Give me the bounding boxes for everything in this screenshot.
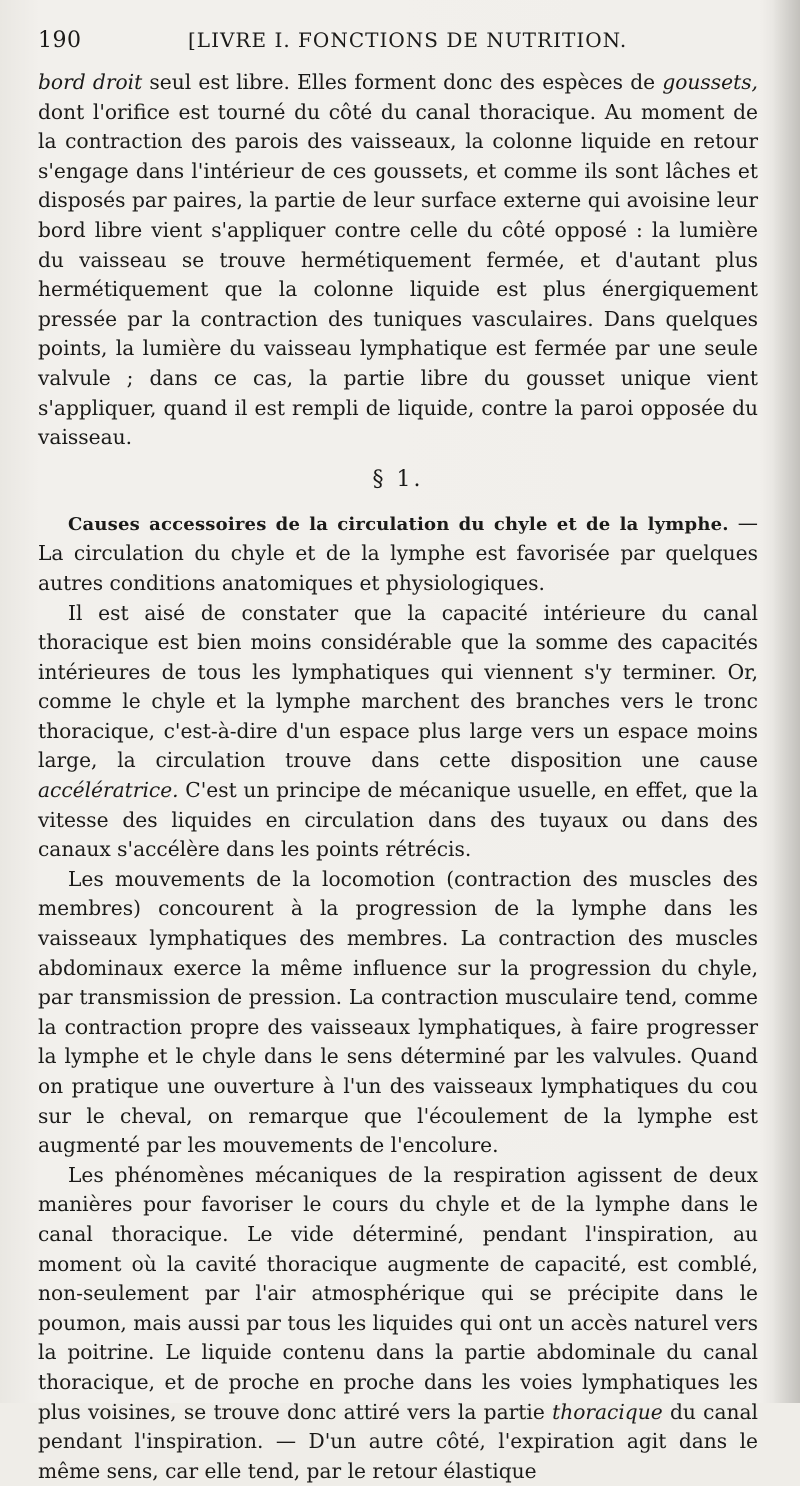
italic-phrase: bord droit (38, 70, 143, 94)
italic-thoracique: thoracique (552, 1399, 663, 1424)
running-head (38, 28, 758, 68)
paragraph-5 (38, 1161, 758, 1486)
running-title: [LIVRE I. FONCTIONS DE NUTRITION. (188, 28, 628, 52)
paragraph-1 (38, 68, 758, 453)
paragraph-3-text-b: C'est un principe de mécanique usuelle, en effet, que la vitesse des liquides en circulation dans des tuyaux ou dans des canaux s'accélère dans les points rétrécis. (38, 778, 758, 862)
paragraph-1-text-b: dont l'orifice est tourné du côté du canal thoracique. Au moment de la contraction des parois des vaisseaux, la colonne liquide en retour s'engage dans l'intérieur de ces goussets, et comme ils sont lâches et disposés par paires, la partie de leur surface externe qui avoisine leur bord libre vient s'appliquer contre celle du côté opposé : la lumière du vaisseau se trouve hermétiquement fermée, et d'autant plus hermétiquement que la colonne liquide est plus énergiquement pressée par la contraction des tuniques vasculaires. Dans quelques points, la lumière du vaisseau lymphatique est fermée par une seule valvule ; dans ce cas, la partie libre du gousset unique vient s'appliquer, quand il est rempli de liquide, contre la paroi opposée du vaisseau. (38, 99, 758, 450)
paragraph-2 (38, 509, 758, 599)
paragraph-3-text-a: Il est aisé de constater que la capacité intérieure du canal thoracique est bien moins considérable que la somme des capacités intérieures de tous les lymphatiques qui viennent s'y terminer. Or, comme le chyle et la lymphe marchent des branches vers le tronc thoracique, c'est-à-dire d'un espace plus large vers un espace moins large, la circulation trouve dans cette disposition une cause (38, 600, 758, 773)
paragraph-2-text: — La circulation du chyle et de la lymphe est favorisée par quelques autres conditions anatomiques et physiologiques. (38, 510, 758, 595)
paragraph-4: Les mouvements de la locomotion (contraction des muscles des membres) concourent à la progression de la lymphe dans les vaisseaux lymphatiques des membres. La contraction des muscles abdominaux exerce la même influence sur la progression du chyle, par transmission de pression. La contraction musculaire tend, comme la contraction propre des vaisseaux lymphatiques, à faire progresser la lymphe et le chyle dans le sens déterminé par les valvules. Quand on pratique une ouverture à l'un des vaisseaux lymphatiques du cou sur le cheval, on remarque que l'écoulement de la lymphe est augmenté par les mouvements de l'encolure. (38, 866, 758, 1158)
paragraph-5-text-b: du canal pendant l'inspiration. — D'un autre côté, l'expiration agit dans le même sens, car elle tend, par le retour élastique (38, 1399, 758, 1483)
page-number: 190 (38, 28, 82, 53)
body-text (38, 68, 758, 1486)
paragraph-1-text-a: seul est libre. Elles forment donc des espèces de (142, 70, 663, 94)
paragraph-5-text-a: Les phénomènes mécaniques de la respiration agissent de deux manières pour favoriser le cours du chyle et de la lymphe dans le canal thoracique. Le vide déterminé, pendant l'inspiration, au moment où la cavité thoracique augmente de capacité, est comblé, non-seulement par l'air atmosphérique qui se précipite dans le poumon, mais aussi par tous les liquides qui ont un accès naturel vers la poitrine. Le liquide contenu dans la partie abdominale du canal thoracique, et de proche en proche dans les voies lymphatiques les plus voisines, se trouve donc attiré vers la partie (38, 1162, 758, 1424)
italic-acceleratrice: accélératrice. (38, 778, 179, 803)
section-number: § 1. (372, 466, 424, 492)
paragraph-3 (38, 599, 758, 865)
section-heading: Causes accessoires de la circulation du chyle et de la lymphe. (68, 513, 729, 535)
italic-goussets: goussets, (662, 70, 758, 94)
